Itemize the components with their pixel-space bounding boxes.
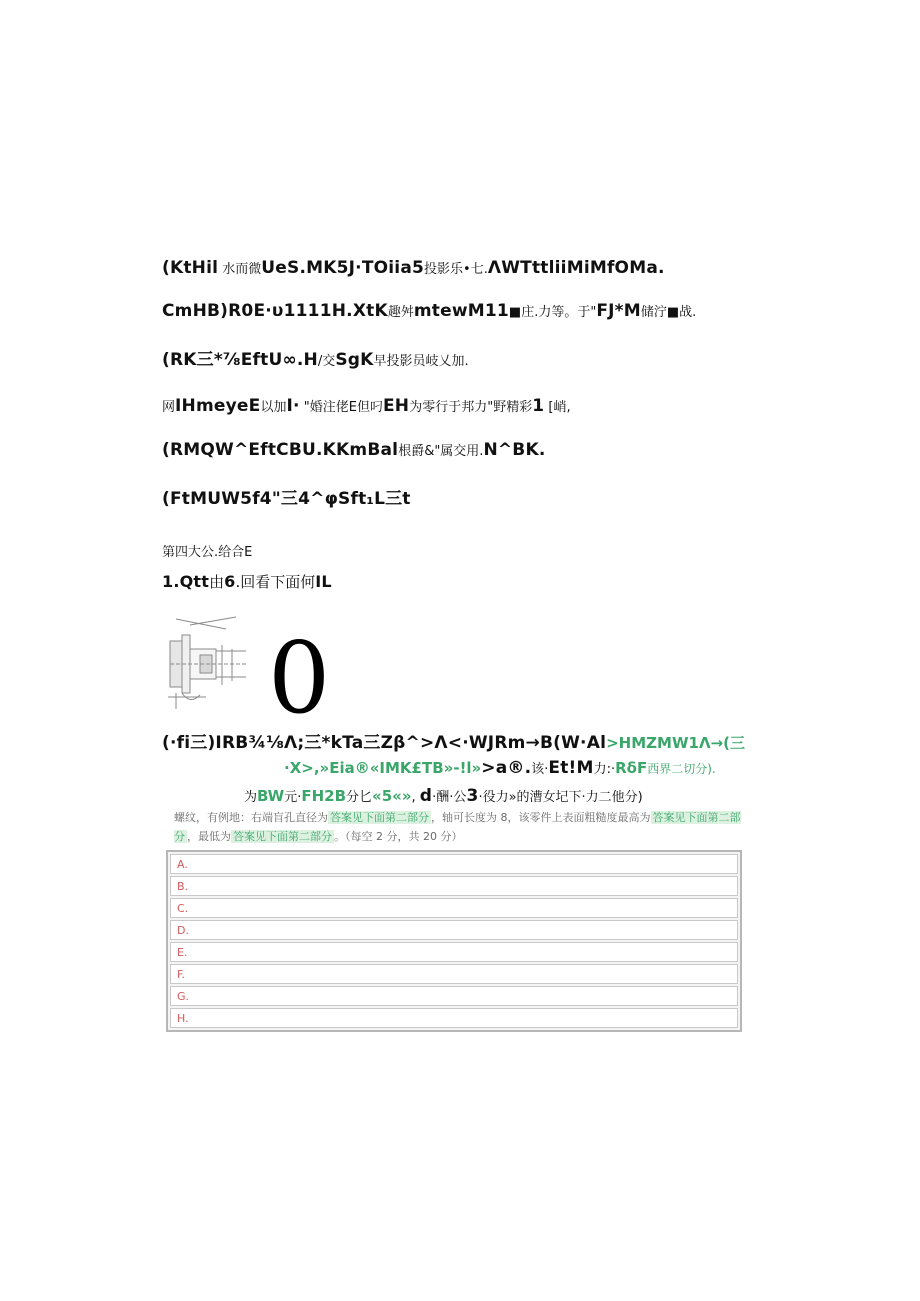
text-segment: 网 <box>162 400 176 415</box>
text-segment: CmHB)R0E·υ1111H.XtK <box>162 301 388 321</box>
text-segment: 为零行于邦力"野精彩 <box>409 400 533 415</box>
question-title <box>162 571 332 592</box>
section-title: 第四大公.给合E <box>162 545 253 560</box>
text-segment: 趣舛 <box>387 305 414 320</box>
answer-segment: «5«» <box>372 787 412 805</box>
answer-segment: RδF <box>615 759 648 777</box>
text-line-2 <box>162 301 696 321</box>
text-segment: ■庄.力等。于" <box>508 305 597 320</box>
text-segment: (RMQW^EftCBU.KKmBal <box>162 440 399 460</box>
text-segment: (FtMUW5f4"三4^φSft₁L三t <box>162 489 411 509</box>
screenshot-question-text <box>174 808 744 846</box>
text-segment: EH <box>382 396 410 416</box>
question-title-bold: 1.Qtt <box>162 572 210 591</box>
answer-segment: 为 <box>244 790 258 805</box>
text-segment: ΛWTttliiMiMfOMa. <box>487 258 665 278</box>
embedded-answer-screenshot <box>166 808 744 1035</box>
answer-option-a[interactable]: A. <box>170 854 738 874</box>
answer-segment: 3 <box>466 786 479 806</box>
part-drawing-figure <box>166 615 252 711</box>
text-line-1 <box>162 258 665 278</box>
answer-segment: ·X>,»Eia®«IMK£TB»-!l» <box>284 759 482 777</box>
question-title-bold3: IL <box>315 572 332 591</box>
answer-option-h[interactable]: H. <box>170 1008 738 1028</box>
screenshot-highlight-2: 答案见下面第二部分 <box>174 811 741 843</box>
text-segment: N^BK. <box>483 440 546 460</box>
text-segment: SgK <box>335 350 374 370</box>
answer-segment: 分匕 <box>346 790 373 805</box>
text-segment: (KtHil <box>162 258 219 278</box>
answer-segment: >HMZMW1Λ→(三 <box>606 734 745 752</box>
answer-segment: 西界二切分). <box>647 762 716 776</box>
text-segment: UeS.MK5J·TOiia5 <box>261 258 425 278</box>
answer-segment: ·酬·公 <box>432 790 467 805</box>
text-line-3 <box>162 345 469 370</box>
answer-option-f[interactable]: F. <box>170 964 738 984</box>
text-segment: IHmeyeE <box>175 396 261 416</box>
large-zero-glyph: 0 <box>268 622 331 736</box>
text-segment: 根爵&"属交用. <box>398 444 484 459</box>
screenshot-text-mid2: ，最低为 <box>187 830 231 843</box>
text-segment: 投影乐•七. <box>424 262 488 277</box>
answer-option-b[interactable]: B. <box>170 876 738 896</box>
answer-option-c[interactable]: C. <box>170 898 738 918</box>
screenshot-text-after: 。（每空 2 分，共 20 分） <box>334 830 463 843</box>
text-segment: (RK三*⅞EftU∞.H <box>162 350 318 370</box>
text-segment: [峭, <box>544 400 571 415</box>
text-segment: I· <box>286 396 300 416</box>
question-title-rest: .回看下面何 <box>235 573 316 591</box>
text-segment: FJ*M <box>596 301 641 321</box>
answer-line-3 <box>244 786 643 806</box>
text-segment: /交 <box>317 354 336 369</box>
screenshot-text-before: 螺纹，有例地：右端盲孔直径为 <box>174 811 328 824</box>
answer-line-1 <box>162 728 745 753</box>
answer-segment: ·役力»的漕女圮下·力二他分) <box>478 790 643 805</box>
screenshot-highlight-1: 答案见下面第二部分 <box>330 811 429 824</box>
text-segment: 早投影员岐乂加. <box>373 354 469 369</box>
answer-segment: 元· <box>284 790 302 805</box>
text-segment: 1 <box>532 396 545 416</box>
question-title-mid: 由 <box>209 573 225 591</box>
answer-segment: (·fi三)IRB¾⅛Λ;三*kTa三Zβ^>Λ<·WJRm→B(W·Al <box>162 733 607 753</box>
text-line-6 <box>162 484 411 509</box>
text-segment: 以加 <box>260 400 287 415</box>
answer-option-e[interactable]: E. <box>170 942 738 962</box>
text-segment: 水而微 <box>218 262 262 277</box>
question-title-bold2: 6 <box>224 572 236 591</box>
text-segment: mtewM11 <box>413 301 509 321</box>
answer-option-g[interactable]: G. <box>170 986 738 1006</box>
answer-segment: d <box>419 786 433 806</box>
screenshot-text-mid: ，轴可长度为 8，该零件上表面粗糙度最高为 <box>431 811 651 824</box>
answer-segment: FH2B <box>301 787 346 805</box>
answer-line-2 <box>284 758 716 778</box>
answer-option-d[interactable]: D. <box>170 920 738 940</box>
answer-options-table <box>166 850 742 1032</box>
answer-segment: , <box>411 790 420 805</box>
answer-segment: >a®. <box>481 758 532 778</box>
answer-segment: Et!M <box>548 758 594 778</box>
text-line-4 <box>162 396 571 416</box>
text-segment: "婚注佬E但叼 <box>299 400 383 415</box>
screenshot-highlight-3: 答案见下面第二部分 <box>233 830 332 843</box>
text-line-5 <box>162 440 546 460</box>
answer-segment: 力:· <box>593 762 616 777</box>
text-segment: 储泞■战. <box>640 305 697 320</box>
answer-segment: BW <box>257 787 285 805</box>
answer-segment: 该· <box>531 762 549 777</box>
